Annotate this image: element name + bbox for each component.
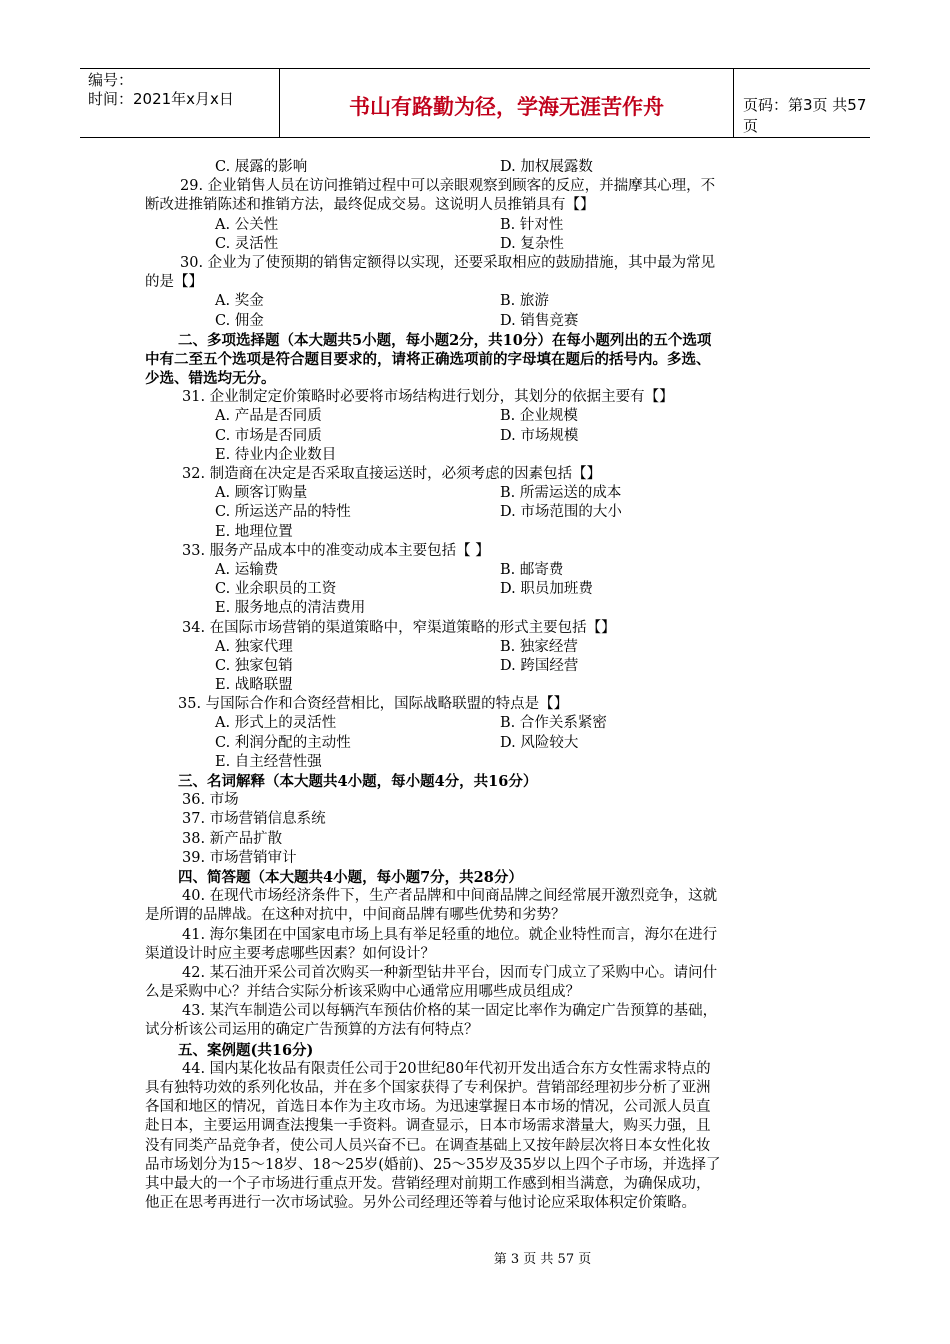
line-text: 二、多项选择题（本大题共5小题，每小题2分，共10分）在每小题列出的五个选项 [178,331,712,349]
text-line [145,561,805,580]
line-text: 中有二至五个选项是符合题目要求的，请将正确选项前的字母填在题后的括号内。多选、 [145,350,711,368]
line-text: 44. 国内某化妆品有限责任公司于20世纪80年代初开发出适合东方女性需求特点的 [182,1060,711,1077]
text-line [145,484,805,503]
line-text: C. 所运送产品的特性 [215,504,351,521]
line-text: 试分析该公司运用的确定广告预算的方法有何特点？ [145,1022,479,1039]
page-footer [0,1248,950,1267]
text-line [145,1175,805,1194]
line-text: 五、案例题(共16分) [178,1041,314,1059]
option-right: B. 合作关系紧密 [500,715,607,732]
header-motto-cell [280,69,734,137]
line-text: A. 形式上的灵活性 [215,715,337,732]
text-line [145,292,805,311]
line-text: C. 利润分配的主动性 [215,734,351,751]
option-right: B. 针对性 [500,216,564,233]
text-line [145,216,805,235]
text-line [145,983,805,1002]
text-line [145,734,805,753]
line-text: 他正在思考再进行一次市场试验。另外公司经理还等着与他讨论应采取体积定价策略。 [145,1195,696,1212]
line-text: 34. 在国际市场营销的渠道策略中，窄渠道策略的形式主要包括【】 [182,619,616,636]
text-line [145,868,805,887]
text-line [145,254,805,273]
text-line [145,523,805,542]
line-text: A. 产品是否同质 [215,408,322,425]
line-text: A. 运输费 [215,561,279,578]
text-line [145,388,805,407]
option-right: D. 销售竞赛 [500,312,579,329]
line-text: E. 服务地点的清洁费用 [215,600,366,617]
time-label: 时间：2021年x月x日 [88,90,234,108]
line-text: 赴日本，主要运用调查法搜集一手资料。调查显示，日本市场需求潜量大，购买力强，且 [145,1118,711,1135]
line-text: 42. 某石油开采公司首次购买一种新型钻井平台，因而专门成立了采购中心。请问什 [182,964,718,981]
text-line [145,542,805,561]
text-line [145,964,805,983]
option-right: D. 跨国经营 [500,657,579,674]
text-line [145,196,805,215]
text-line [145,791,805,810]
option-right: D. 风险较大 [500,734,579,751]
line-text: 40. 在现代市场经济条件下，生产者品牌和中间商品牌之间经常展开激烈竞争，这就 [182,888,718,905]
option-right: D. 职员加班费 [500,581,593,598]
option-right: D. 市场规模 [500,427,579,444]
line-text: 三、名词解释（本大题共4小题，每小题4分，共16分） [178,773,538,790]
text-line [145,1156,805,1175]
line-text: 么是采购中心？并结合实际分析该采购中心通常应用哪些成员组成？ [145,984,580,1001]
text-line [145,887,805,906]
footer-page-number: 第 3 页 共 57 页 [493,1252,592,1267]
line-text: 37. 市场营销信息系统 [182,811,326,828]
page-header [80,68,870,138]
document-body [145,158,805,1213]
text-line [145,235,805,254]
text-line [145,753,805,772]
text-line [145,1021,805,1040]
text-line [145,407,805,426]
text-line [145,177,805,196]
line-text: C. 独家包销 [215,657,293,674]
text-line [145,465,805,484]
header-meta [80,69,280,137]
option-right: B. 独家经营 [500,638,578,655]
text-line [145,619,805,638]
text-line [145,714,805,733]
text-line [145,830,805,849]
line-text: A. 公关性 [215,216,279,233]
text-line [145,350,805,369]
line-text: E. 自主经营性强 [215,753,322,770]
text-line [145,810,805,829]
option-right: B. 所需运送的成本 [500,485,622,502]
option-right: B. 企业规模 [500,408,578,425]
line-text: 29. 企业销售人员在访问推销过程中可以亲眼观察到顾客的反应，并揣摩其心理，不 [180,178,716,195]
text-line [145,657,805,676]
text-line [145,926,805,945]
line-text: 41. 海尔集团在中国家电市场上具有举足轻重的地位。就企业特性而言，海尔在进行 [182,926,718,943]
line-text: C. 展露的影响 [215,159,308,175]
line-text: 38. 新产品扩散 [182,830,283,847]
text-line [145,1060,805,1079]
line-text: C. 佣金 [215,312,264,329]
line-text: 具有独特功效的系列化妆品，并在多个国家获得了专利保护。营销部经理初步分析了亚洲 [145,1080,711,1096]
line-text: A. 奖金 [215,293,264,310]
text-line [145,1137,805,1156]
line-text: 是所谓的品牌战。在这种对抗中，中间商品牌有哪些优势和劣势？ [145,907,566,924]
line-text: 33. 服务产品成本中的准变动成本主要包括【 】 [182,542,490,559]
text-line [145,772,805,791]
option-right: B. 旅游 [500,293,549,310]
line-text: C. 市场是否同质 [215,427,322,444]
text-line [145,580,805,599]
line-text: 30. 企业为了使预期的销售定额得以实现，还要采取相应的鼓励措施，其中最为常见 [180,254,716,271]
line-text: 没有同类产品竞争者，使公司人员兴奋不已。在调查基础上又按年龄层次将日本女性化妆 [145,1137,711,1154]
line-text: A. 顾客订购量 [215,485,308,502]
text-line [145,676,805,695]
line-text: E. 待业内企业数目 [215,446,337,463]
text-line [145,1002,805,1021]
line-text: E. 战略联盟 [215,677,293,694]
text-line [145,273,805,292]
line-text: 四、简答题（本大题共4小题，每小题7分，共28分） [178,868,523,886]
text-line [145,1098,805,1117]
option-right: B. 邮寄费 [500,561,564,578]
text-line [145,945,805,964]
page-label: 页码：第3页 共57页 [743,96,867,135]
text-line [145,638,805,657]
line-text: C. 业余职员的工资 [215,581,337,598]
line-text: C. 灵活性 [215,235,279,252]
text-line [145,1194,805,1213]
line-text: 36. 市场 [182,792,239,809]
line-text: 少选、错选均无分。 [145,370,276,388]
motto-text: 书山有路勤为径，学海无涯苦作舟 [349,95,664,119]
text-line [145,158,805,177]
option-right: D. 复杂性 [500,235,564,252]
line-text: 渠道设计时应主要考虑哪些因素？如何设计？ [145,945,435,962]
line-text: 断改进推销陈述和推销方法，最终促成交易。这说明人员推销具有【】 [145,197,595,214]
line-text: 品市场划分为15～18岁、18～25岁(婚前)、25～35岁及35岁以上四个子市场，并选择了 [145,1156,721,1173]
text-line [145,427,805,446]
text-line [145,1041,805,1060]
text-line [145,369,805,388]
text-line [145,446,805,465]
text-line [145,906,805,925]
text-line [145,695,805,714]
line-text: 32. 制造商在决定是否采取直接运送时，必须考虑的因素包括【】 [182,466,602,482]
text-line [145,331,805,350]
line-text: 的是【】 [145,274,203,291]
line-text: 各国和地区的情况，首选日本作为主攻市场。为迅速掌握日本市场的情况，公司派人员直 [145,1099,711,1116]
header-page-cell [733,69,870,137]
line-text: 其中最大的一个子市场进行重点开发。营销经理对前期工作感到相当满意，为确保成功， [145,1175,711,1192]
text-line [145,849,805,868]
line-text: E. 地理位置 [215,523,293,540]
text-line [145,312,805,331]
option-right: D. 加权展露数 [500,159,593,175]
option-right: D. 市场范围的大小 [500,504,622,521]
line-text: A. 独家代理 [215,638,293,655]
line-text: 43. 某汽车制造公司以每辆汽车预估价格的某一固定比率作为确定广告预算的基础， [182,1003,718,1020]
text-line [145,1079,805,1098]
text-line [145,599,805,618]
text-line [145,1117,805,1136]
line-text: 31. 企业制定定价策略时必要将市场结构进行划分，其划分的依据主要有【】 [182,389,674,406]
number-label: 编号： [88,71,134,89]
text-line [145,503,805,522]
line-text: 35. 与国际合作和合资经营相比，国际战略联盟的特点是【】 [178,696,569,713]
line-text: 39. 市场营销审计 [182,849,297,866]
